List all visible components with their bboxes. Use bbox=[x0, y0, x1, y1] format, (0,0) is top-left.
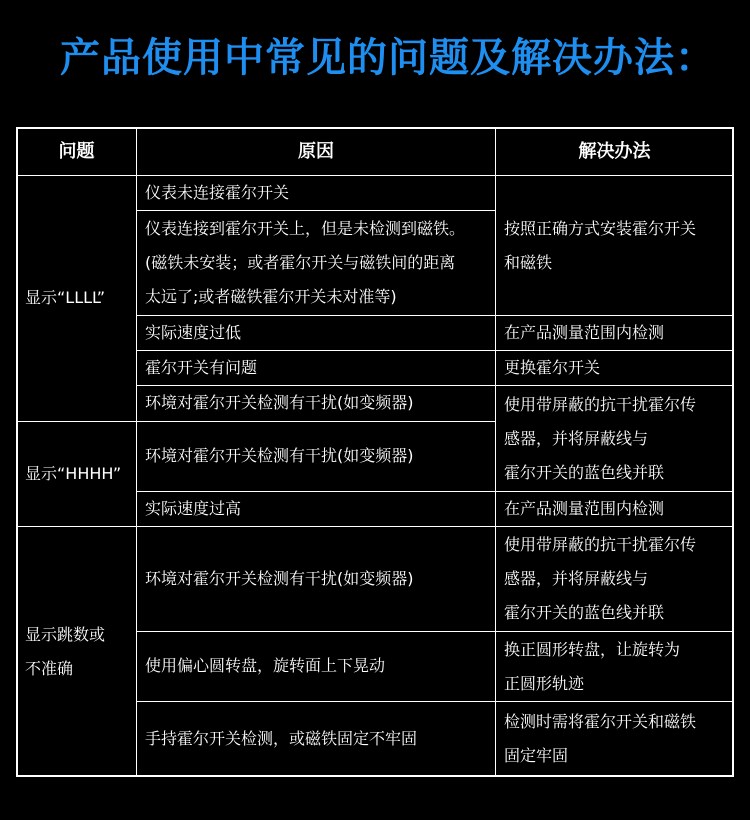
solution-line: 正圆形轨迹 bbox=[504, 673, 585, 693]
solution-line: 换正圆形转盘，让旋转为 bbox=[504, 639, 681, 659]
solution-cell bbox=[495, 631, 734, 702]
solution-line: 霍尔开关的蓝色线并联 bbox=[504, 603, 665, 622]
solution-line: 和磁铁 bbox=[504, 252, 553, 272]
header-cause: 原因 bbox=[136, 127, 496, 176]
solution-cell bbox=[495, 701, 734, 777]
solution-line: 按照正确方式安装霍尔开关 bbox=[504, 218, 697, 238]
cause-line: 仪表连接到霍尔开关上，但是未检测到磁铁。 bbox=[145, 219, 466, 238]
solution-cell bbox=[495, 175, 734, 316]
solution-line: 固定牢固 bbox=[504, 746, 569, 765]
problem-llll: 显示“LLLL” bbox=[16, 175, 137, 422]
problem-unstable-line: 显示跳数或 bbox=[25, 624, 106, 644]
header-problem: 问题 bbox=[16, 127, 137, 176]
cause-cell: 手持霍尔开关检测，或磁铁固定不牢固 bbox=[136, 701, 496, 777]
cause-cell: 环境对霍尔开关检测有干扰(如变频器) bbox=[136, 385, 496, 422]
solution-line: 使用带屏蔽的抗干扰霍尔传 bbox=[504, 394, 697, 414]
solution-line: 使用带屏蔽的抗干扰霍尔传 bbox=[504, 535, 697, 554]
cause-cell bbox=[136, 210, 496, 316]
solution-cell bbox=[495, 526, 734, 632]
cause-line: (磁铁未安装；或者霍尔开关与磁铁间的距离 bbox=[145, 253, 456, 272]
solution-line: 感器，并将屏蔽线与 bbox=[504, 428, 649, 448]
cause-line: 太远了;或者磁铁霍尔开关未对准等) bbox=[145, 287, 397, 306]
cause-cell: 仪表未连接霍尔开关 bbox=[136, 175, 496, 211]
header-solution: 解决办法 bbox=[495, 127, 734, 176]
cause-cell: 环境对霍尔开关检测有干扰(如变频器) bbox=[136, 421, 496, 492]
solution-cell: 在产品测量范围内检测 bbox=[495, 315, 734, 351]
cause-cell: 实际速度过低 bbox=[136, 315, 496, 351]
solution-cell: 更换霍尔开关 bbox=[495, 350, 734, 386]
page-title: 产品使用中常见的问题及解决办法： bbox=[60, 35, 716, 81]
solution-cell: 在产品测量范围内检测 bbox=[495, 491, 734, 527]
cause-cell: 实际速度过高 bbox=[136, 491, 496, 527]
solution-line: 检测时需将霍尔开关和磁铁 bbox=[504, 712, 697, 731]
cause-cell: 环境对霍尔开关检测有干扰(如变频器) bbox=[136, 526, 496, 632]
problem-hhhh: 显示“HHHH” bbox=[16, 421, 137, 527]
cause-cell: 霍尔开关有问题 bbox=[136, 350, 496, 386]
problem-unstable bbox=[16, 526, 137, 777]
solution-cell bbox=[495, 385, 734, 492]
solution-line: 感器，并将屏蔽线与 bbox=[504, 569, 649, 588]
solution-line: 霍尔开关的蓝色线并联 bbox=[504, 462, 665, 482]
problem-unstable-line: 不准确 bbox=[25, 658, 74, 678]
cause-cell: 使用偏心圆转盘，旋转面上下晃动 bbox=[136, 631, 496, 702]
